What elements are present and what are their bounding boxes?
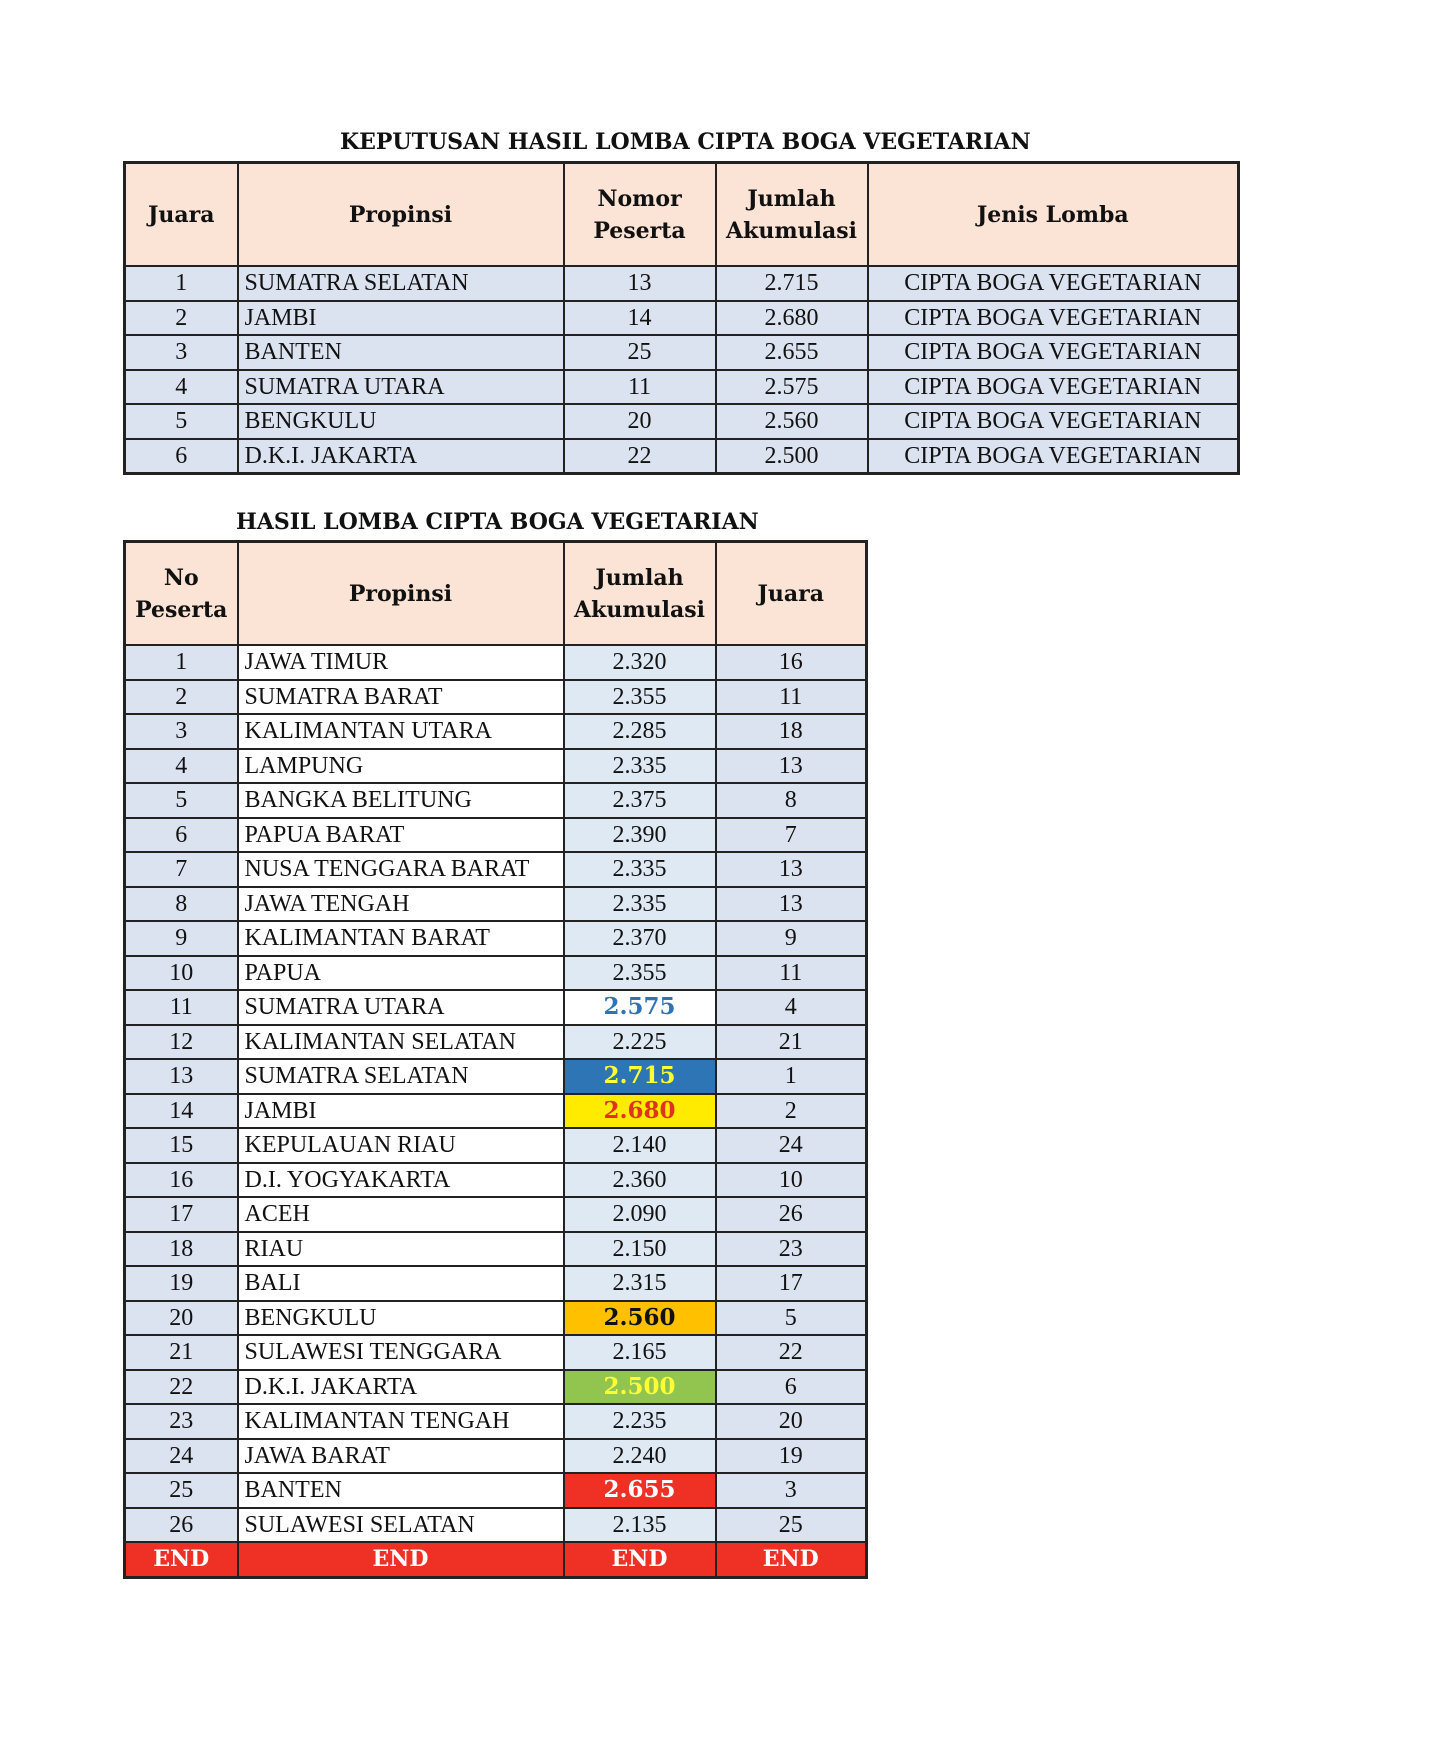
cell-propinsi: KALIMANTAN TENGAH	[238, 1404, 564, 1439]
table-row	[125, 852, 867, 887]
table-row	[125, 783, 867, 818]
cell-jumlah-akumulasi: 2.285	[564, 714, 716, 749]
cell-jumlah-akumulasi: 2.715	[716, 266, 868, 301]
table-row	[125, 714, 867, 749]
end-row	[125, 1542, 867, 1577]
table-row	[125, 1025, 867, 1060]
cell-jumlah-akumulasi: 2.135	[564, 1508, 716, 1543]
cell-propinsi: JAMBI	[238, 301, 564, 336]
cell-no-peserta: 14	[125, 1094, 238, 1129]
table-row	[125, 301, 1239, 336]
cell-juara: 13	[716, 887, 867, 922]
cell-jenis-lomba: CIPTA BOGA VEGETARIAN	[868, 266, 1239, 301]
cell-jumlah-akumulasi: 2.390	[564, 818, 716, 853]
cell-no-peserta: 15	[125, 1128, 238, 1163]
table-row	[125, 645, 867, 680]
cell-juara: 11	[716, 680, 867, 715]
table-row	[125, 1094, 867, 1129]
cell-no-peserta: 1	[125, 645, 238, 680]
cell-juara: 20	[716, 1404, 867, 1439]
final-results-table	[123, 161, 1240, 475]
table-row	[125, 990, 867, 1025]
cell-propinsi: SUMATRA UTARA	[238, 990, 564, 1025]
cell-jumlah-akumulasi: 2.090	[564, 1197, 716, 1232]
cell-juara: 8	[716, 783, 867, 818]
cell-juara: 6	[716, 1370, 867, 1405]
table-header-row	[125, 542, 867, 646]
cell-juara: 1	[125, 266, 238, 301]
cell-juara: 7	[716, 818, 867, 853]
cell-no-peserta: 23	[125, 1404, 238, 1439]
cell-juara: 26	[716, 1197, 867, 1232]
cell-jumlah-akumulasi: 2.500	[564, 1370, 716, 1405]
cell-jenis-lomba: CIPTA BOGA VEGETARIAN	[868, 370, 1239, 405]
table-row	[125, 921, 867, 956]
cell-jumlah-akumulasi: 2.500	[716, 439, 868, 474]
cell-nomor-peserta: 22	[564, 439, 716, 474]
cell-juara: 19	[716, 1439, 867, 1474]
cell-juara: 3	[716, 1473, 867, 1508]
table-row	[125, 335, 1239, 370]
cell-juara: 11	[716, 956, 867, 991]
cell-jenis-lomba: CIPTA BOGA VEGETARIAN	[868, 301, 1239, 336]
header-jumlah-akumulasi: Jumlah Akumulasi	[716, 163, 868, 267]
cell-juara: 5	[125, 404, 238, 439]
cell-propinsi: JAWA TIMUR	[238, 645, 564, 680]
cell-juara: 18	[716, 714, 867, 749]
cell-propinsi: SULAWESI SELATAN	[238, 1508, 564, 1543]
cell-jumlah-akumulasi: 2.240	[564, 1439, 716, 1474]
cell-jumlah-akumulasi: 2.320	[564, 645, 716, 680]
cell-juara: 13	[716, 852, 867, 887]
cell-no-peserta: 21	[125, 1335, 238, 1370]
cell-propinsi: KALIMANTAN SELATAN	[238, 1025, 564, 1060]
cell-no-peserta: 4	[125, 749, 238, 784]
final-results-title: KEPUTUSAN HASIL LOMBA CIPTA BOGA VEGETARIAN	[340, 129, 1031, 155]
table-row	[125, 1473, 867, 1508]
cell-jumlah-akumulasi: 2.335	[564, 749, 716, 784]
end-cell: END	[238, 1542, 564, 1577]
cell-juara: 5	[716, 1301, 867, 1336]
cell-juara: 16	[716, 645, 867, 680]
cell-jumlah-akumulasi: 2.655	[564, 1473, 716, 1508]
cell-no-peserta: 12	[125, 1025, 238, 1060]
cell-juara: 6	[125, 439, 238, 474]
cell-no-peserta: 13	[125, 1059, 238, 1094]
cell-propinsi: ACEH	[238, 1197, 564, 1232]
cell-jumlah-akumulasi: 2.370	[564, 921, 716, 956]
table-row	[125, 1508, 867, 1543]
table-row	[125, 1059, 867, 1094]
table-row	[125, 1370, 867, 1405]
table-row	[125, 887, 867, 922]
cell-jumlah-akumulasi: 2.355	[564, 680, 716, 715]
cell-no-peserta: 24	[125, 1439, 238, 1474]
table-row	[125, 1128, 867, 1163]
cell-juara: 10	[716, 1163, 867, 1198]
cell-propinsi: KEPULAUAN RIAU	[238, 1128, 564, 1163]
table-row	[125, 1404, 867, 1439]
cell-no-peserta: 25	[125, 1473, 238, 1508]
table-row	[125, 266, 1239, 301]
cell-no-peserta: 19	[125, 1266, 238, 1301]
cell-propinsi: SUMATRA UTARA	[238, 370, 564, 405]
cell-propinsi: PAPUA BARAT	[238, 818, 564, 853]
cell-no-peserta: 7	[125, 852, 238, 887]
cell-propinsi: RIAU	[238, 1232, 564, 1267]
cell-jumlah-akumulasi: 2.655	[716, 335, 868, 370]
header-jenis-lomba: Jenis Lomba	[868, 163, 1239, 267]
cell-juara: 25	[716, 1508, 867, 1543]
table-row	[125, 1266, 867, 1301]
cell-propinsi: D.K.I. JAKARTA	[238, 439, 564, 474]
cell-jumlah-akumulasi: 2.355	[564, 956, 716, 991]
cell-nomor-peserta: 14	[564, 301, 716, 336]
cell-no-peserta: 2	[125, 680, 238, 715]
all-results-title: HASIL LOMBA CIPTA BOGA VEGETARIAN	[236, 509, 759, 535]
cell-no-peserta: 6	[125, 818, 238, 853]
cell-no-peserta: 3	[125, 714, 238, 749]
header-juara: Juara	[125, 163, 238, 267]
cell-no-peserta: 5	[125, 783, 238, 818]
cell-jumlah-akumulasi: 2.560	[716, 404, 868, 439]
cell-juara: 4	[125, 370, 238, 405]
cell-juara: 21	[716, 1025, 867, 1060]
cell-propinsi: D.I. YOGYAKARTA	[238, 1163, 564, 1198]
cell-propinsi: SUMATRA SELATAN	[238, 1059, 564, 1094]
cell-no-peserta: 22	[125, 1370, 238, 1405]
cell-juara: 3	[125, 335, 238, 370]
cell-jumlah-akumulasi: 2.165	[564, 1335, 716, 1370]
cell-jumlah-akumulasi: 2.335	[564, 852, 716, 887]
cell-propinsi: KALIMANTAN UTARA	[238, 714, 564, 749]
table-row	[125, 1197, 867, 1232]
cell-propinsi: BENGKULU	[238, 1301, 564, 1336]
cell-nomor-peserta: 11	[564, 370, 716, 405]
end-cell: END	[716, 1542, 867, 1577]
cell-no-peserta: 8	[125, 887, 238, 922]
cell-jumlah-akumulasi: 2.680	[564, 1094, 716, 1129]
all-results-table	[123, 540, 868, 1579]
table-row	[125, 1439, 867, 1474]
cell-propinsi: SUMATRA SELATAN	[238, 266, 564, 301]
cell-jenis-lomba: CIPTA BOGA VEGETARIAN	[868, 404, 1239, 439]
table-row	[125, 370, 1239, 405]
table-row	[125, 1301, 867, 1336]
header-juara: Juara	[716, 542, 867, 646]
cell-juara: 2	[125, 301, 238, 336]
cell-propinsi: JAMBI	[238, 1094, 564, 1129]
cell-propinsi: SULAWESI TENGGARA	[238, 1335, 564, 1370]
cell-propinsi: KALIMANTAN BARAT	[238, 921, 564, 956]
cell-propinsi: BALI	[238, 1266, 564, 1301]
cell-no-peserta: 16	[125, 1163, 238, 1198]
cell-jumlah-akumulasi: 2.335	[564, 887, 716, 922]
cell-juara: 4	[716, 990, 867, 1025]
cell-no-peserta: 20	[125, 1301, 238, 1336]
cell-no-peserta: 26	[125, 1508, 238, 1543]
header-no-peserta: No Peserta	[125, 542, 238, 646]
cell-nomor-peserta: 25	[564, 335, 716, 370]
cell-propinsi: BANTEN	[238, 1473, 564, 1508]
table-row	[125, 404, 1239, 439]
cell-jumlah-akumulasi: 2.375	[564, 783, 716, 818]
cell-propinsi: BANTEN	[238, 335, 564, 370]
cell-propinsi: SUMATRA BARAT	[238, 680, 564, 715]
cell-jumlah-akumulasi: 2.150	[564, 1232, 716, 1267]
header-jumlah-akumulasi: Jumlah Akumulasi	[564, 542, 716, 646]
cell-propinsi: LAMPUNG	[238, 749, 564, 784]
table-header-row	[125, 163, 1239, 267]
cell-propinsi: PAPUA	[238, 956, 564, 991]
cell-jenis-lomba: CIPTA BOGA VEGETARIAN	[868, 335, 1239, 370]
cell-jumlah-akumulasi: 2.225	[564, 1025, 716, 1060]
header-nomor-peserta: Nomor Peserta	[564, 163, 716, 267]
cell-juara: 2	[716, 1094, 867, 1129]
table-row	[125, 1335, 867, 1370]
cell-nomor-peserta: 13	[564, 266, 716, 301]
header-propinsi: Propinsi	[238, 163, 564, 267]
cell-jumlah-akumulasi: 2.235	[564, 1404, 716, 1439]
cell-juara: 17	[716, 1266, 867, 1301]
cell-no-peserta: 11	[125, 990, 238, 1025]
cell-propinsi: NUSA TENGGARA BARAT	[238, 852, 564, 887]
table-row	[125, 1163, 867, 1198]
cell-jumlah-akumulasi: 2.680	[716, 301, 868, 336]
table-row	[125, 1232, 867, 1267]
cell-jumlah-akumulasi: 2.575	[564, 990, 716, 1025]
end-cell: END	[125, 1542, 238, 1577]
cell-juara: 22	[716, 1335, 867, 1370]
cell-nomor-peserta: 20	[564, 404, 716, 439]
cell-juara: 23	[716, 1232, 867, 1267]
cell-propinsi: JAWA TENGAH	[238, 887, 564, 922]
cell-jumlah-akumulasi: 2.360	[564, 1163, 716, 1198]
cell-propinsi: BENGKULU	[238, 404, 564, 439]
cell-juara: 24	[716, 1128, 867, 1163]
table-row	[125, 680, 867, 715]
table-row	[125, 749, 867, 784]
end-cell: END	[564, 1542, 716, 1577]
cell-propinsi: BANGKA BELITUNG	[238, 783, 564, 818]
table-row	[125, 956, 867, 991]
cell-jumlah-akumulasi: 2.140	[564, 1128, 716, 1163]
table-row	[125, 818, 867, 853]
cell-juara: 13	[716, 749, 867, 784]
cell-juara: 1	[716, 1059, 867, 1094]
cell-propinsi: D.K.I. JAKARTA	[238, 1370, 564, 1405]
header-propinsi: Propinsi	[238, 542, 564, 646]
cell-no-peserta: 10	[125, 956, 238, 991]
table-row	[125, 439, 1239, 474]
cell-no-peserta: 18	[125, 1232, 238, 1267]
cell-propinsi: JAWA BARAT	[238, 1439, 564, 1474]
cell-no-peserta: 17	[125, 1197, 238, 1232]
cell-jumlah-akumulasi: 2.715	[564, 1059, 716, 1094]
cell-juara: 9	[716, 921, 867, 956]
cell-jumlah-akumulasi: 2.560	[564, 1301, 716, 1336]
cell-jenis-lomba: CIPTA BOGA VEGETARIAN	[868, 439, 1239, 474]
cell-jumlah-akumulasi: 2.315	[564, 1266, 716, 1301]
cell-no-peserta: 9	[125, 921, 238, 956]
cell-jumlah-akumulasi: 2.575	[716, 370, 868, 405]
